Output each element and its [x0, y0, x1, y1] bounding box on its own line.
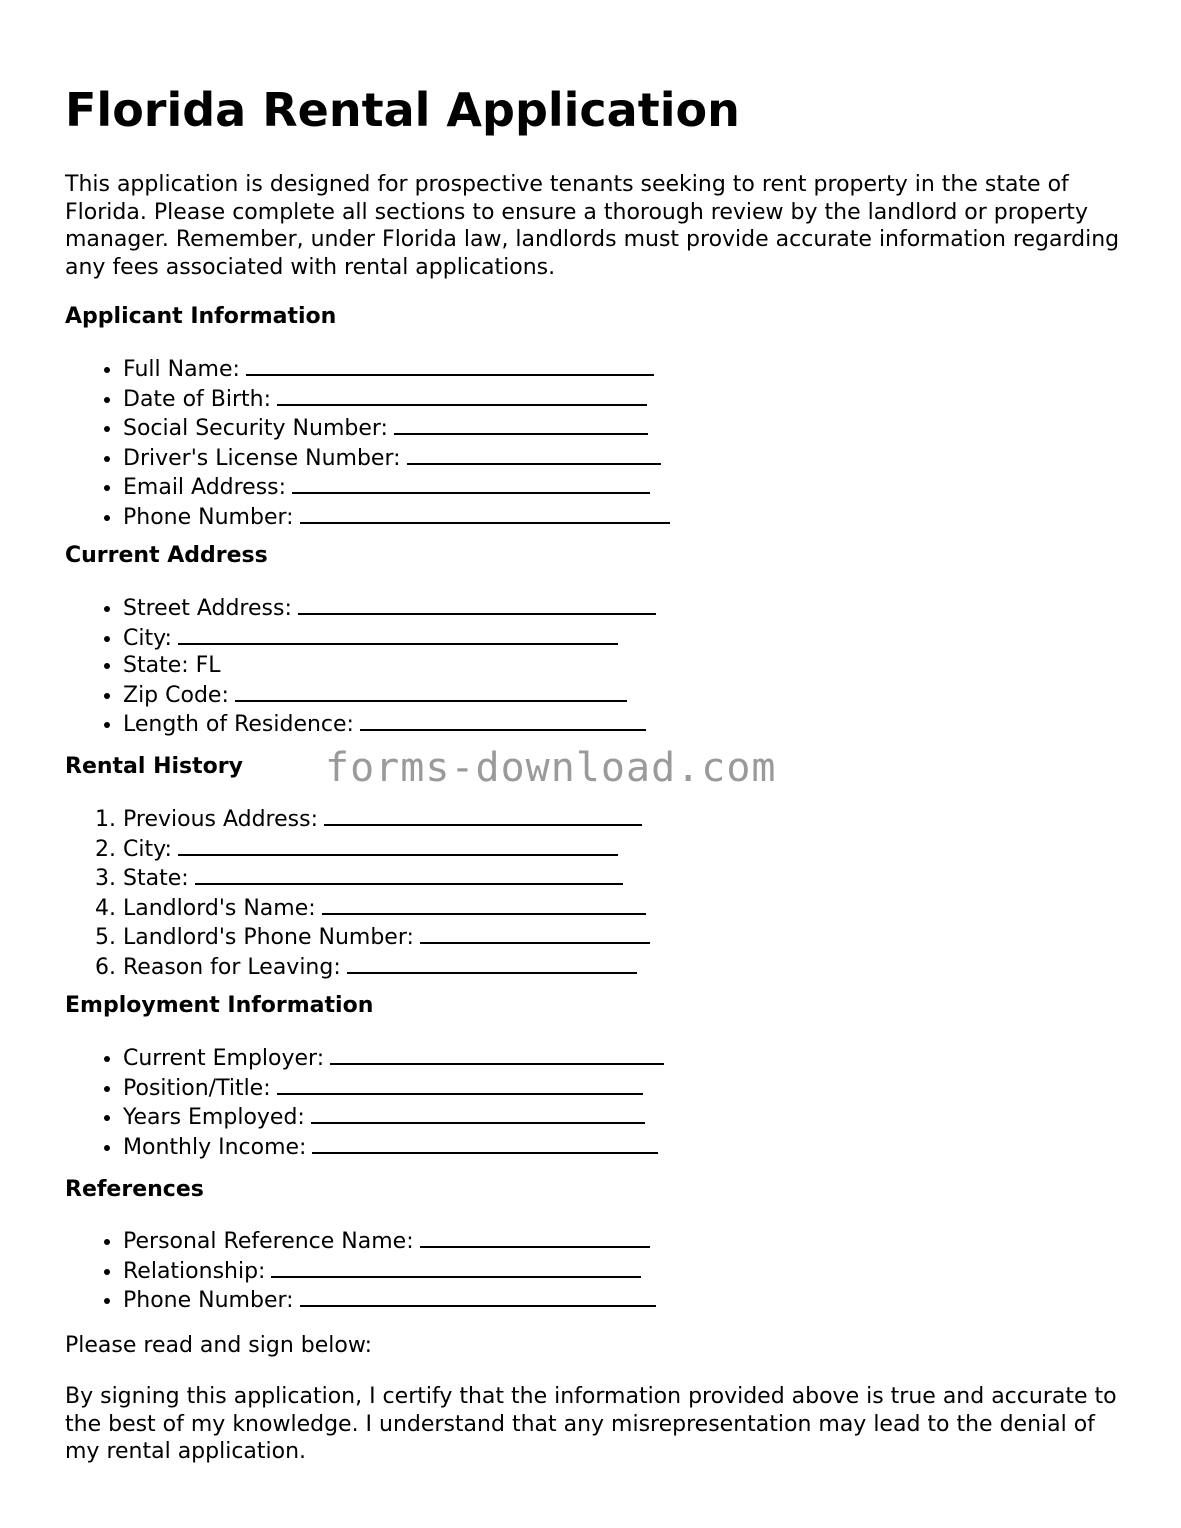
list-item [123, 952, 650, 982]
blank-line-monthly-income[interactable] [312, 1132, 658, 1154]
field-label-ssn: Social Security Number: [123, 416, 388, 441]
blank-line-email[interactable] [292, 472, 650, 494]
list-item [123, 472, 670, 502]
blank-line-previous-city[interactable] [178, 834, 618, 856]
field-label-landlord-phone: Landlord's Phone Number: [123, 925, 414, 950]
list-item [123, 804, 650, 834]
field-label-street-address: Street Address: [123, 596, 292, 621]
list-item [123, 834, 650, 864]
blank-line-reference-name[interactable] [420, 1226, 650, 1248]
intro-paragraph: This application is designed for prospective tenants seeking to rent property in the state of Florida. Please complete all sections to ensure a thorough review by the landlord or property manager. Remember, under Florida law, landlords must provide accurate information regarding any fees associated with rental applications. [65, 172, 1120, 280]
address-fields-list [65, 593, 656, 739]
field-label-zip-code: Zip Code: [123, 682, 229, 708]
list-item [123, 413, 670, 443]
field-label-date-of-birth: Date of Birth: [123, 386, 272, 412]
blank-line-landlord-phone[interactable] [420, 922, 650, 944]
blank-line-city[interactable] [178, 623, 618, 645]
list-item [123, 1132, 664, 1162]
blank-line-position-title[interactable] [277, 1073, 643, 1095]
blank-line-relationship[interactable] [271, 1256, 641, 1278]
blank-line-length-of-residence[interactable] [360, 709, 646, 731]
field-label-monthly-income: Monthly Income: [123, 1134, 307, 1160]
field-label-landlord-name: Landlord's Name: [123, 895, 316, 921]
watermark-text: forms-download.com [325, 745, 777, 791]
blank-line-reference-phone[interactable] [300, 1285, 656, 1307]
blank-line-date-of-birth[interactable] [277, 384, 647, 406]
section-title-current-address: Current Address [65, 543, 268, 568]
rental-history-fields-list [65, 804, 650, 981]
list-item [123, 593, 656, 623]
blank-line-street-address[interactable] [298, 593, 656, 615]
field-label-reason-for-leaving: Reason for Leaving: [123, 954, 341, 980]
list-item [123, 443, 670, 473]
list-item [123, 652, 656, 680]
list-item [123, 1043, 664, 1073]
list-item [123, 893, 650, 923]
section-title-applicant: Applicant Information [65, 304, 337, 329]
list-item [123, 1102, 664, 1132]
field-label-current-employer: Current Employer: [123, 1046, 325, 1071]
blank-line-phone[interactable] [300, 502, 670, 524]
list-item [123, 922, 650, 952]
field-label-position-title: Position/Title: [123, 1075, 271, 1101]
list-item [123, 623, 656, 653]
sign-prompt: Please read and sign below: [65, 1333, 373, 1358]
list-item [123, 384, 670, 414]
page-title: Florida Rental Application [65, 83, 740, 137]
field-label-drivers-license: Driver's License Number: [123, 445, 401, 471]
field-label-reference-name: Personal Reference Name: [123, 1229, 414, 1254]
field-label-relationship: Relationship: [123, 1258, 266, 1284]
field-label-length-of-residence: Length of Residence: [123, 712, 354, 737]
blank-line-landlord-name[interactable] [322, 893, 646, 915]
references-fields-list [65, 1226, 656, 1315]
blank-line-full-name[interactable] [246, 354, 654, 376]
list-item [123, 1285, 656, 1315]
field-label-previous-address: Previous Address: [123, 807, 318, 832]
list-item [123, 1073, 664, 1103]
blank-line-ssn[interactable] [394, 413, 648, 435]
blank-line-previous-address[interactable] [324, 804, 642, 826]
list-item [123, 1226, 656, 1256]
blank-line-current-employer[interactable] [330, 1043, 664, 1065]
blank-line-years-employed[interactable] [311, 1102, 645, 1124]
certification-paragraph: By signing this application, I certify that the information provided above is true and accurate to the best of my knowledge. I understand that any misrepresentation may lead to the denial of my rental application. [65, 1384, 1117, 1464]
applicant-fields-list [65, 354, 670, 531]
field-label-previous-city: City: [123, 836, 172, 862]
blank-line-reason-for-leaving[interactable] [347, 952, 637, 974]
field-label-phone: Phone Number: [123, 504, 294, 530]
blank-line-zip-code[interactable] [235, 680, 627, 702]
blank-line-previous-state[interactable] [195, 863, 623, 885]
field-label-state: State: FL [123, 653, 221, 678]
section-title-employment: Employment Information [65, 993, 374, 1018]
field-label-reference-phone: Phone Number: [123, 1288, 294, 1313]
section-title-references: References [65, 1177, 204, 1202]
field-label-full-name: Full Name: [123, 357, 240, 382]
list-item [123, 680, 656, 710]
list-item [123, 709, 656, 739]
field-label-previous-state: State: [123, 866, 189, 891]
employment-fields-list [65, 1043, 664, 1161]
list-item [123, 863, 650, 893]
field-label-city: City: [123, 625, 172, 651]
list-item [123, 354, 670, 384]
field-label-email: Email Address: [123, 475, 287, 500]
list-item [123, 1256, 656, 1286]
section-title-rental-history: Rental History [65, 754, 243, 779]
blank-line-drivers-license[interactable] [407, 443, 661, 465]
list-item [123, 502, 670, 532]
field-label-years-employed: Years Employed: [123, 1105, 305, 1130]
